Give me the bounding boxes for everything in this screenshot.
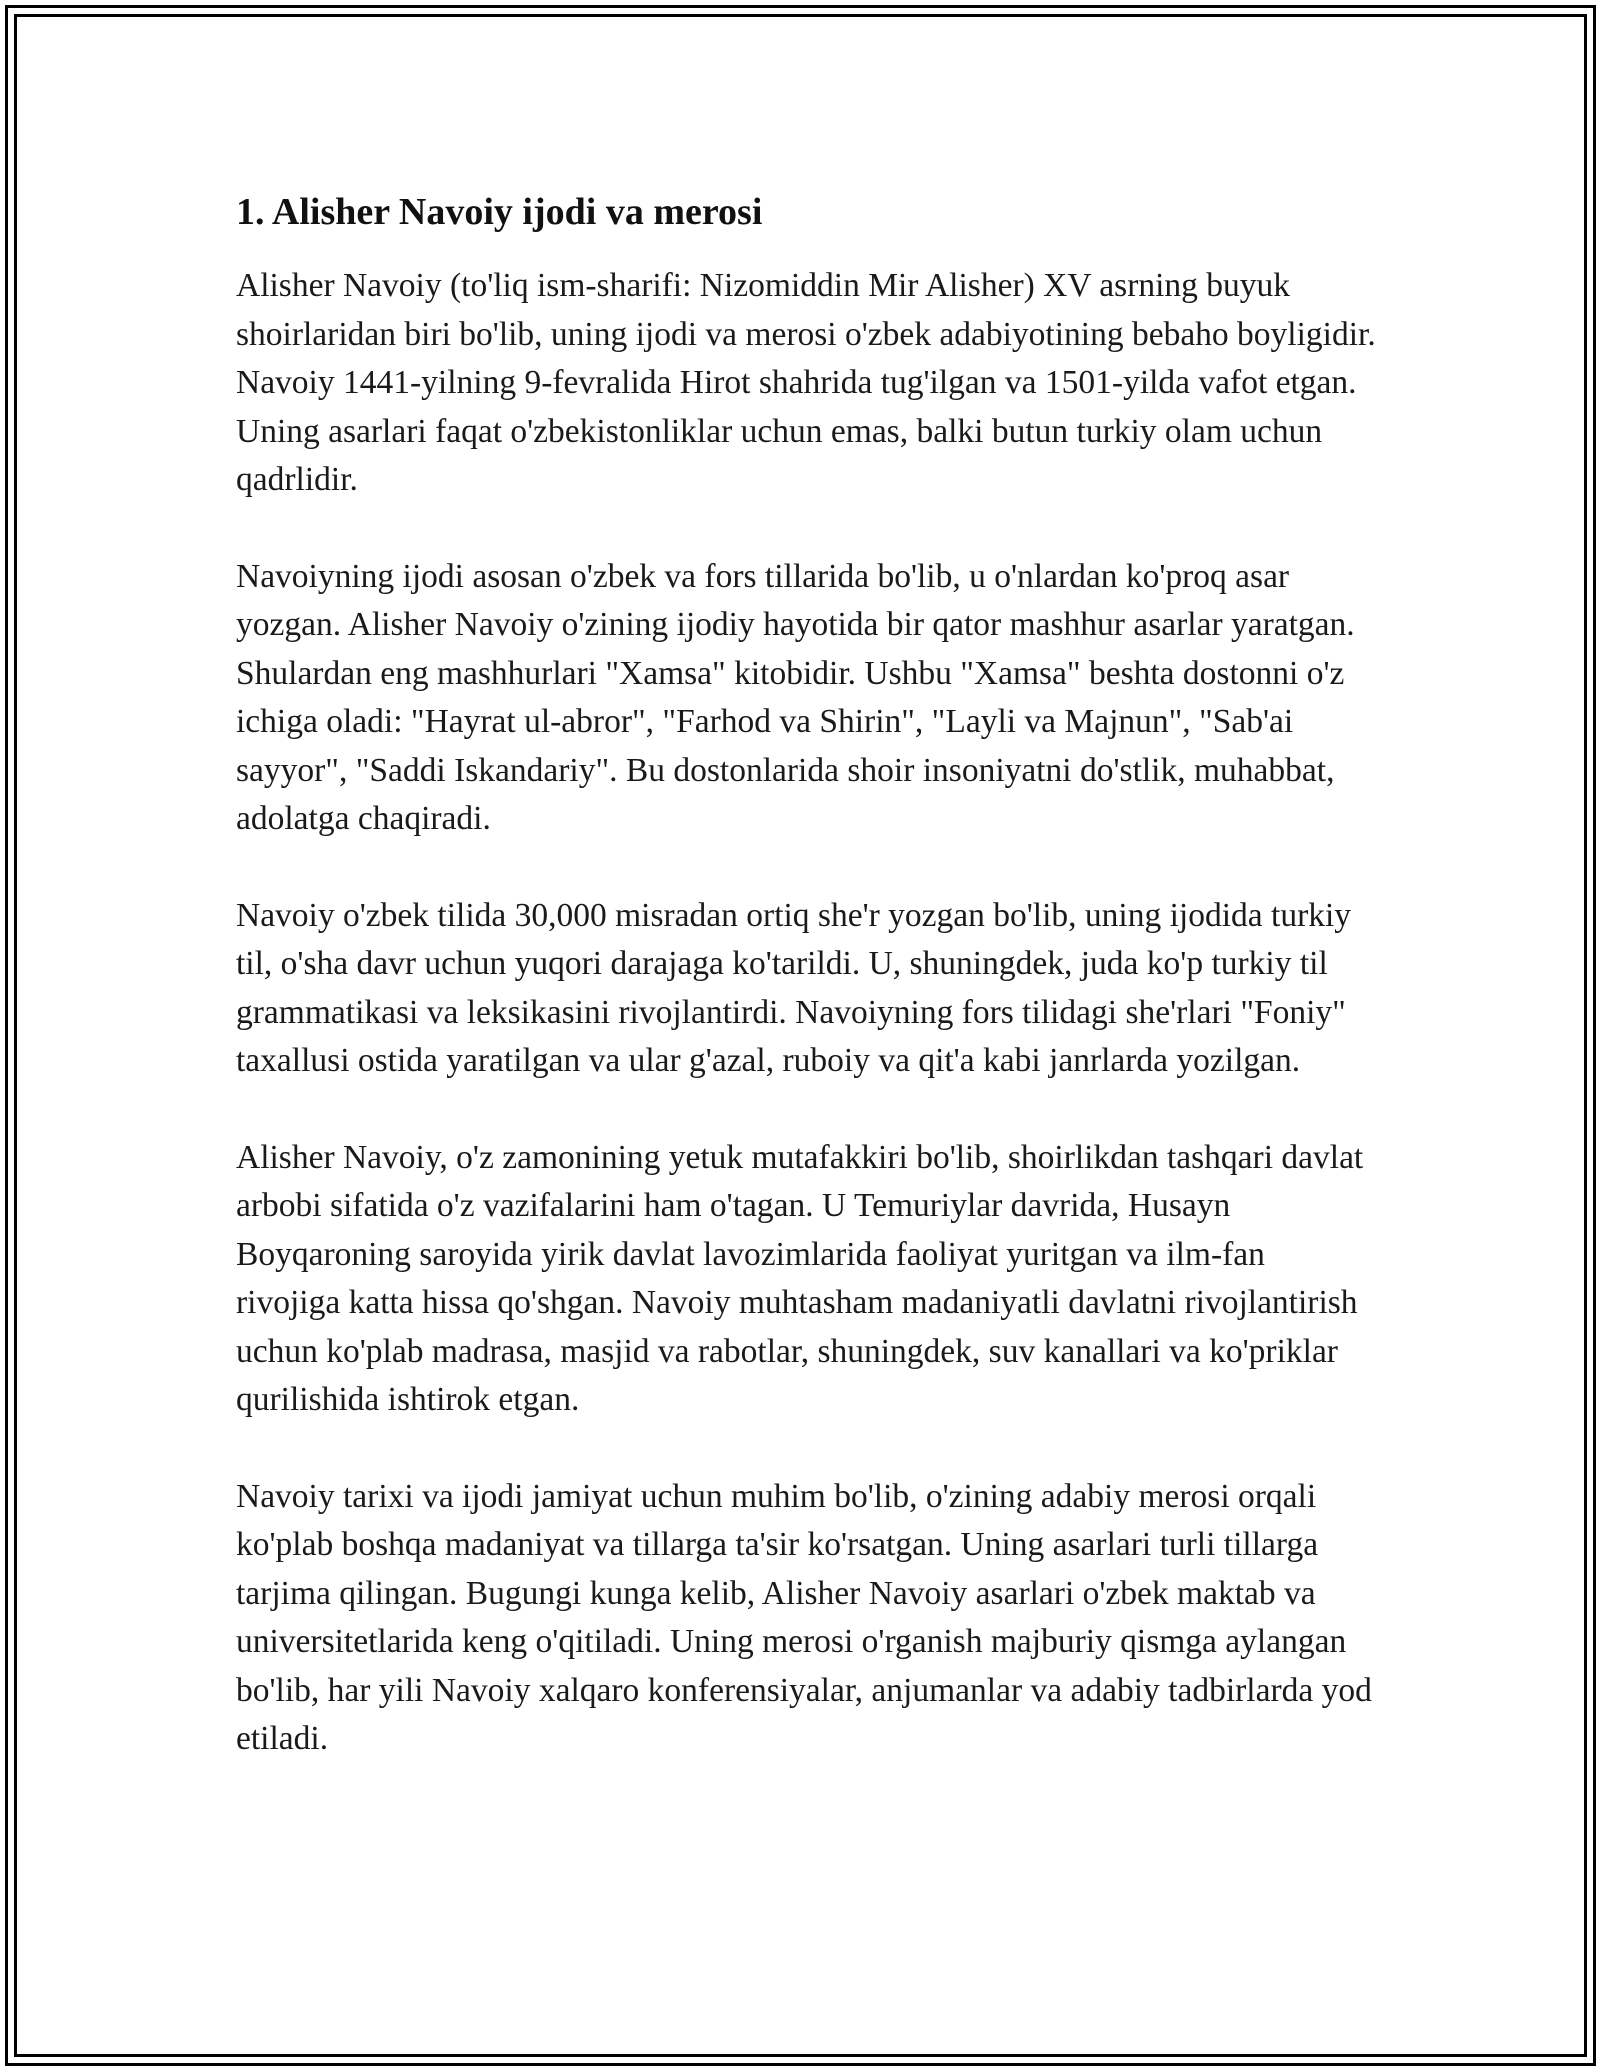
paragraph-intro: Alisher Navoiy (to'liq ism-sharifi: Nizomiddin Mir Alisher) XV asrning buyuk shoirlaridan biri bo'lib, uning ijodi va merosi o'zbek adabiyotining bebaho boyligidir. Navoiy 1441-yilning 9-fevralida Hirot shahrida tug'ilgan va 1501-yilda vafot etgan. Uning asarlari faqat o'zbekistonliklar uchun emas, balki butun turkiy olam uchun qadrlidir.	[236, 267, 1376, 498]
paragraph-works: Navoiyning ijodi asosan o'zbek va fors tillarida bo'lib, u o'nlardan ko'proq asar yozgan. Alisher Navoiy o'zining ijodiy hayotida bir qator mashhur asarlar yaratgan. Shulardan eng mashhurlari "Xamsa" kitobidir. Ushbu "Xamsa" beshta dostonni o'z ichiga oladi: "Hayrat ul-abror", "Farhod va Shirin", "Layli va Majnun", "Sab'ai sayyor", "Saddi Iskandariy". Bu dostonlarida shoir insoniyatni do'stlik, muhabbat, adolatga chaqiradi.	[236, 557, 1355, 837]
document-body	[236, 188, 1376, 1812]
section-title: 1. Alisher Navoiy ijodi va merosi	[236, 191, 763, 233]
paragraph-statesman: Alisher Navoiy, o'z zamonining yetuk mutafakkiri bo'lib, shoirlikdan tashqari davlat arbobi sifatida o'z vazifalarini ham o'tagan. U Temuriylar davrida, Husayn Boyqaroning saroyida yirik davlat lavozimlarida faoliyat yuritgan va ilm-fan rivojiga katta hissa qo'shgan. Navoiy muhtasham madaniyatli davlatni rivojlantirish uchun ko'plab madrasa, masjid va rabotlar, shuningdek, suv kanallari va ko'priklar qurilishida ishtirok etgan.	[236, 1138, 1364, 1418]
paragraph-language: Navoiy o'zbek tilida 30,000 misradan ortiq she'r yozgan bo'lib, uning ijodida turkiy til, o'sha davr uchun yuqori darajaga ko'tarildi. U, shuningdek, juda ko'p turkiy til grammatikasi va leksikasini rivojlantirdi. Navoiyning fors tilidagi she'rlari "Foniy" taxallusi ostida yaratilgan va ular g'azal, ruboiy va qit'a kabi janrlarda yozilgan.	[236, 896, 1352, 1079]
paragraph-legacy: Navoiy tarixi va ijodi jamiyat uchun muhim bo'lib, o'zining adabiy merosi orqali ko'plab boshqa madaniyat va tillarga ta'sir ko'rsatgan. Uning asarlari turli tillarga tarjima qilingan. Bugungi kunga kelib, Alisher Navoiy asarlari o'zbek maktab va universitetlarida keng o'qitiladi. Uning merosi o'rganish majburiy qismga aylangan bo'lib, har yili Navoiy xalqaro konferensiyalar, anjumanlar va adabiy tadbirlarda yod etiladi.	[236, 1477, 1372, 1757]
